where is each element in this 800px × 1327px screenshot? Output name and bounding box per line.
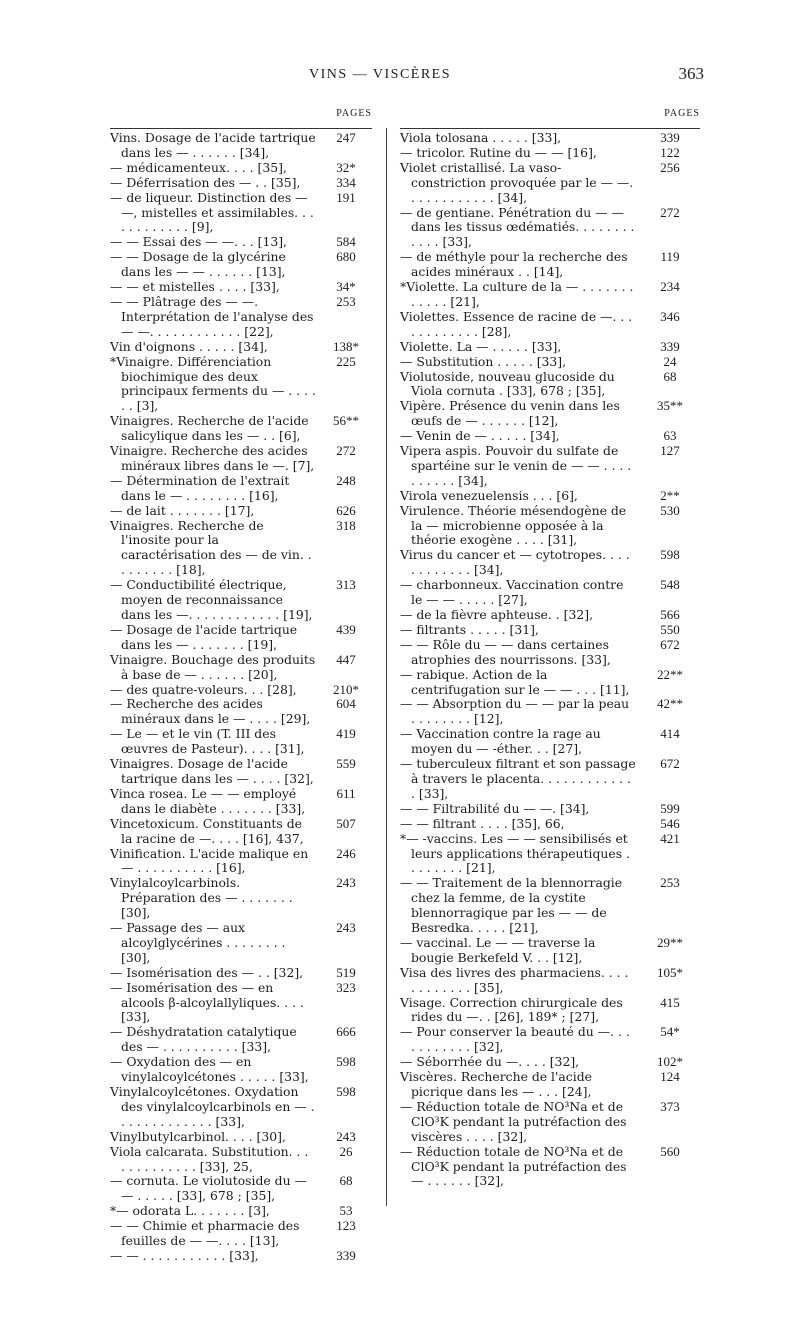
index-entry [110,757,372,787]
index-entry [110,1130,372,1145]
entry-page: 566 [660,607,680,622]
entry-page: 672 [660,636,680,652]
index-entry [400,1070,700,1100]
index-entry [110,414,372,444]
entry-page: 243 [336,875,356,891]
entry-page: 234 [660,279,680,295]
entry-page: 34* [336,279,356,295]
index-entry [110,355,372,415]
entry-text: — médicamenteux. . . . [35], [110,159,287,175]
entry-page: 124 [660,1069,680,1085]
index-entry [110,1145,372,1175]
index-entry [110,1085,372,1130]
index-entry [400,832,700,877]
entry-page: 550 [660,621,680,637]
entry-page: 339 [660,338,680,354]
entry-text: — Détermination de l'extrait dans le — . . . . . . . . [16], [110,472,290,503]
index-entry [400,310,700,340]
entry-page: 54* [660,1024,680,1040]
entry-text: Vinylalcoylcétones. Oxydation des vinylalcoylcarbinols en — . . . . . . . . . . . . . [33], [110,1084,315,1129]
index-entry [110,847,372,877]
index-entry [110,921,372,966]
entry-text: Virola venezuelensis . . . [6], [400,487,578,503]
index-entry [110,1174,372,1204]
entry-page: 611 [336,785,356,801]
index-entry [400,668,700,698]
index-entry [400,399,700,429]
index-entry [110,250,372,280]
entry-page: 313 [336,577,356,593]
entry-text: Vincetoxicum. Constituants de la racine de —. . . . [16], 437, [110,815,304,846]
index-entry [400,370,700,400]
index-entry [110,474,372,504]
entry-text: Vinaigres. Dosage de l'acide tartrique dans les — . . . . [32], [110,756,314,786]
index-entry [400,280,700,310]
entry-text: Virus du cancer et — cytotropes. . . . . . . . . . . . [34], [400,547,630,578]
index-entry [400,444,700,489]
index-entry [110,623,372,653]
entry-page: 243 [336,1128,356,1144]
entry-text: — Recherche des acides minéraux dans le — . . . . [29], [110,696,311,727]
index-entry [110,191,372,236]
entry-page: 680 [336,249,356,265]
entry-page: 68 [663,368,677,384]
index-entry [400,206,700,251]
entry-text: Vinaigres. Recherche de l'acide salicylique dans les — . . [6], [110,413,309,444]
index-entry [400,817,700,832]
entry-text: Vipère. Présence du venin dans les œufs de — . . . . . . [12], [400,398,620,429]
index-entry [110,235,372,250]
entry-text: Vinylalcoylcarbinols. Préparation des — . . . . . . . [30], [110,875,293,921]
entry-page: 559 [336,756,356,772]
entry-text: — Dosage de l'acide tartrique dans les — . . . . . . . [19], [110,621,298,652]
index-entry [110,131,372,161]
entry-page: 272 [336,443,356,459]
index-column-left [110,108,372,1264]
entry-page: 546 [660,815,680,831]
entry-page: 123 [336,1218,356,1234]
running-title: VINS — VISCÈRES [308,67,452,82]
entry-page: 22** [657,666,683,682]
entry-text: — tuberculeux filtrant et son passage à travers le placenta. . . . . . . . . . . . . [33], [400,756,636,801]
index-entry [400,548,700,578]
entry-page: 225 [336,353,356,369]
entry-page: 334 [336,174,356,190]
entry-page: 519 [336,964,356,980]
entry-page: 35** [657,398,683,414]
entry-page: 2** [660,487,680,503]
entry-text: — — Absorption du — — par la peau . . . . . . . . [12], [400,696,630,727]
entry-page: 32* [336,159,356,175]
index-entry [110,876,372,921]
entry-page: 248 [336,472,356,488]
entry-text: *Vinaigre. Différenciation biochimique des deux principaux ferments du — . . . . . . [3], [110,353,316,414]
entry-page: 191 [336,189,356,205]
entry-page: 604 [336,696,356,712]
entry-text: — Réduction totale de NO³Na et de ClO³K pendant la putréfaction des viscères . . . . [32], [400,1098,627,1144]
entry-page: 598 [336,1054,356,1070]
entry-text: — filtrants . . . . . [31], [400,621,539,637]
entry-text: — — Rôle du — — dans certaines atrophies des nourrissons. [33], [400,636,611,667]
entry-page: 42** [657,696,683,712]
entry-page: 447 [336,651,356,667]
entry-page: 243 [336,920,356,936]
page-number: 363 [678,64,704,83]
entry-page: 119 [660,249,680,265]
entry-page: 53 [339,1203,353,1219]
entry-page: 339 [660,130,680,145]
entry-text: — Isomérisation des — . . [32], [110,964,304,980]
entry-text: — des quatre-voleurs. . . [28], [110,681,297,697]
entry-text: — Déferrisation des — . . [35], [110,174,301,190]
entry-page: 247 [336,130,356,145]
index-entry [110,817,372,847]
entry-text: Violette. La — . . . . . [33], [400,338,562,354]
index-entry [110,653,372,683]
entry-page: 26 [339,1143,353,1159]
entry-page: 346 [660,308,680,324]
entry-text: — Déshydratation catalytique des — . . . . . . . . . . [33], [110,1024,297,1055]
index-entry [110,1249,372,1264]
entry-page: 102* [657,1054,683,1070]
index-entry [400,608,700,623]
index-column-right [400,108,700,1189]
entry-page: 272 [660,204,680,220]
index-entry [110,295,372,340]
entry-text: — de la fièvre aphteuse. . [32], [400,607,594,622]
entry-text: — — Traitement de la blennorragie chez la femme, de la cystite blennorragique par les — — de Besredka. . . . . [21], [400,875,623,936]
index-entry [400,1145,700,1190]
index-entry [400,146,700,161]
entry-page: 339 [336,1247,356,1263]
entry-text: — Réduction totale de NO³Na et de ClO³K pendant la putréfaction des — . . . . . . [32], [400,1143,627,1189]
index-entry [400,131,700,146]
index-entry [400,1055,700,1070]
index-entry [110,504,372,519]
entry-text: — cornuta. Le violutoside du — — . . . . . [33], 678 ; [35], [110,1173,307,1204]
entry-text: Violutoside, nouveau glucoside du Viola cornuta . [33], 678 ; [35], [400,368,615,399]
entry-page: 421 [660,830,680,846]
entry-page: 419 [336,726,356,742]
entry-text: — — Plâtrage des — —. Interprétation de l'analyse des — —. . . . . . . . . . . . [22], [110,293,314,339]
entry-text: Vinaigres. Recherche de l'inosite pour la caractérisation des — de vin. . . . . . . . . [18], [110,517,312,578]
entry-text: Vin d'oignons . . . . . [34], [110,338,268,354]
index-entry [400,638,700,668]
entry-text: *Violette. La culture de la — . . . . . . . . . . . . [21], [400,279,634,309]
index-entry [400,504,700,549]
index-entry [110,519,372,579]
entry-text: Vinylbutylcarbinol. . . . [30], [110,1128,286,1144]
index-entry [110,340,372,355]
entry-text: — — Dosage de la glycérine dans les — — . . . . . . [13], [110,249,286,280]
entry-text: Vins. Dosage de l'acide tartrique dans les — . . . . . . [34], [110,130,316,160]
entry-text: Vinaigre. Bouchage des produits à base de — . . . . . . [20], [110,651,316,682]
entry-text: Violet cristallisé. La vaso-constriction provoquée par le — —. . . . . . . . . . . . [34], [400,159,634,205]
entry-text: Viscères. Recherche de l'acide picrique dans les — . . . [24], [400,1069,592,1099]
entry-text: Virulence. Théorie mésendogène de la — microbienne opposée à la théorie exogène . . . . [31], [400,502,627,548]
entry-text: — — Essai des — —. . . [13], [110,234,287,250]
entry-text: — — filtrant . . . . [35], 66, [400,815,565,831]
entry-page: 256 [660,159,680,175]
entry-page: 373 [660,1098,680,1114]
index-entry [400,161,700,206]
entry-page: 68 [339,1173,353,1189]
entry-page: 598 [660,547,680,563]
index-entry [110,1055,372,1085]
index-entry [110,280,372,295]
entry-page: 530 [660,502,680,518]
index-entry [110,697,372,727]
index-entry [400,489,700,504]
entry-page: 318 [336,517,356,533]
index-entry [400,697,700,727]
entry-text: — Séborrhée du —. . . . [32], [400,1054,580,1070]
entry-text: — de gentiane. Pénétration du — — dans les tissus œdématiés. . . . . . . . . . . . [33], [400,204,635,250]
entry-text: Vinca rosea. Le — — employé dans le diabète . . . . . . . [33], [110,785,306,816]
entry-page: 24 [663,353,677,369]
entry-page: 507 [336,815,356,831]
index-entry [110,683,372,698]
entry-text: — Vaccination contre la rage au moyen du — -éther. . . [27], [400,726,601,757]
column-top-rule [400,128,700,129]
entry-text: Visage. Correction chirurgicale des rides du —. . [26], 189* ; [27], [400,994,623,1025]
index-entry [110,966,372,981]
index-entry [400,1025,700,1055]
index-entry [400,802,700,817]
entry-page: 246 [336,845,356,861]
index-entry [110,727,372,757]
index-entry [110,161,372,176]
entry-text: — de lait . . . . . . . [17], [110,502,255,518]
entry-page: 599 [660,800,680,816]
entry-page: 105* [657,964,683,980]
entry-text: Vipera aspis. Pouvoir du sulfate de spartéine sur le venin de — — . . . . . . . . . . [34], [400,443,632,488]
entry-page: 414 [660,726,680,742]
entry-text: — vaccinal. Le — — traverse la bougie Berkefeld V. . . [12], [400,934,596,965]
index-entry [400,757,700,802]
entry-text: — — Filtrabilité du — —. [34], [400,800,590,816]
index-entry [400,578,700,608]
entry-text: — — . . . . . . . . . . . [33], [110,1247,259,1263]
column-top-rule [110,128,372,129]
entry-text: — Conductibilité électrique, moyen de reconnaissance dans les —. . . . . . . . . . . . [19], [110,577,313,622]
entry-text: — Isomérisation des — en alcools β-alcoylallyliques. . . . [33], [110,979,304,1025]
right-entry-list [400,131,700,1189]
index-entry [400,936,700,966]
index-entry [110,1025,372,1055]
index-entry [400,996,700,1026]
entry-text: *— odorata L. . . . . . . [3], [110,1203,270,1219]
entry-page: 56** [333,413,359,429]
entry-page: 127 [660,443,680,459]
index-entry [400,250,700,280]
entry-text: — Pour conserver la beauté du —. . . . . . . . . . . [32], [400,1024,630,1055]
entry-page: 439 [336,621,356,637]
entry-text: *— -vaccins. Les — — sensibilisés et leurs applications thérapeutiques . . . . . . . . [21], [400,830,630,876]
entry-text: — charbonneux. Vaccination contre le — — . . . . . [27], [400,577,624,608]
entry-text: — Venin de — . . . . . [34], [400,428,560,444]
entry-page: 415 [660,994,680,1010]
entry-page: 598 [336,1084,356,1099]
entry-text: — de liqueur. Distinction des — —, mistelles et assimilables. . . . . . . . . . . . [9], [110,189,314,235]
index-entry [400,340,700,355]
index-entry [400,355,700,370]
entry-text: — Substitution . . . . . [33], [400,353,567,369]
entry-page: 29** [657,934,683,950]
entry-text: Violettes. Essence de racine de —. . . . . . . . . . . . [28], [400,308,633,339]
entry-text: Visa des livres des pharmaciens. . . . . . . . . . . . [35], [400,964,629,995]
index-entry [110,578,372,623]
index-entry [110,1204,372,1219]
entry-page: 626 [336,502,356,518]
entry-text: — de méthyle pour la recherche des acides minéraux . . [14], [400,249,628,280]
entry-page: 122 [660,144,680,160]
entry-page: 253 [660,875,680,891]
index-entry [110,981,372,1026]
index-entry [400,876,700,936]
entry-text: Vinaigre. Recherche des acides minéraux libres dans le —. [7], [110,443,315,473]
page-header [0,64,800,88]
entry-text: Viola calcarata. Substitution. . . . . . . . . . . . . [33], 25, [110,1143,309,1174]
entry-page: 672 [660,756,680,772]
index-entry [400,1100,700,1145]
entry-text: — Oxydation des — en vinylalcoylcétones . . . . . [33], [110,1054,309,1085]
index-entry [110,176,372,191]
index-entry [110,787,372,817]
entry-text: — tricolor. Rutine du — — [16], [400,144,597,160]
index-entry [110,1219,372,1249]
column-divider [386,128,387,1206]
entry-page: 666 [336,1024,356,1040]
entry-page: 63 [663,428,677,444]
index-entry [400,727,700,757]
entry-text: — rabique. Action de la centrifugation sur le — — . . . [11], [400,666,630,697]
entry-text: Vinification. L'acide malique en — . . . . . . . . . . [16], [110,845,309,876]
entry-text: — — et mistelles . . . . [33], [110,279,280,295]
pages-column-label: PAGES [336,108,372,119]
left-entry-list [110,131,372,1264]
entry-page: 560 [660,1143,680,1159]
entry-text: Viola tolosana . . . . . [33], [400,130,562,145]
index-entry [400,623,700,638]
entry-text: — Le — et le vin (T. III des œuvres de Pasteur). . . . [31], [110,726,305,757]
pages-column-label: PAGES [664,108,700,119]
entry-page: 323 [336,979,356,995]
entry-page: 210* [333,681,359,697]
entry-page: 584 [336,234,356,250]
entry-text: — Passage des — aux alcoylglycérines . . . . . . . . [30], [110,920,286,965]
entry-text: — — Chimie et pharmacie des feuilles de — —. . . . [13], [110,1218,300,1249]
index-entry [110,444,372,474]
index-entry [400,966,700,996]
entry-page: 548 [660,577,680,593]
entry-page: 138* [333,338,359,354]
entry-page: 253 [336,293,356,309]
index-entry [400,429,700,444]
